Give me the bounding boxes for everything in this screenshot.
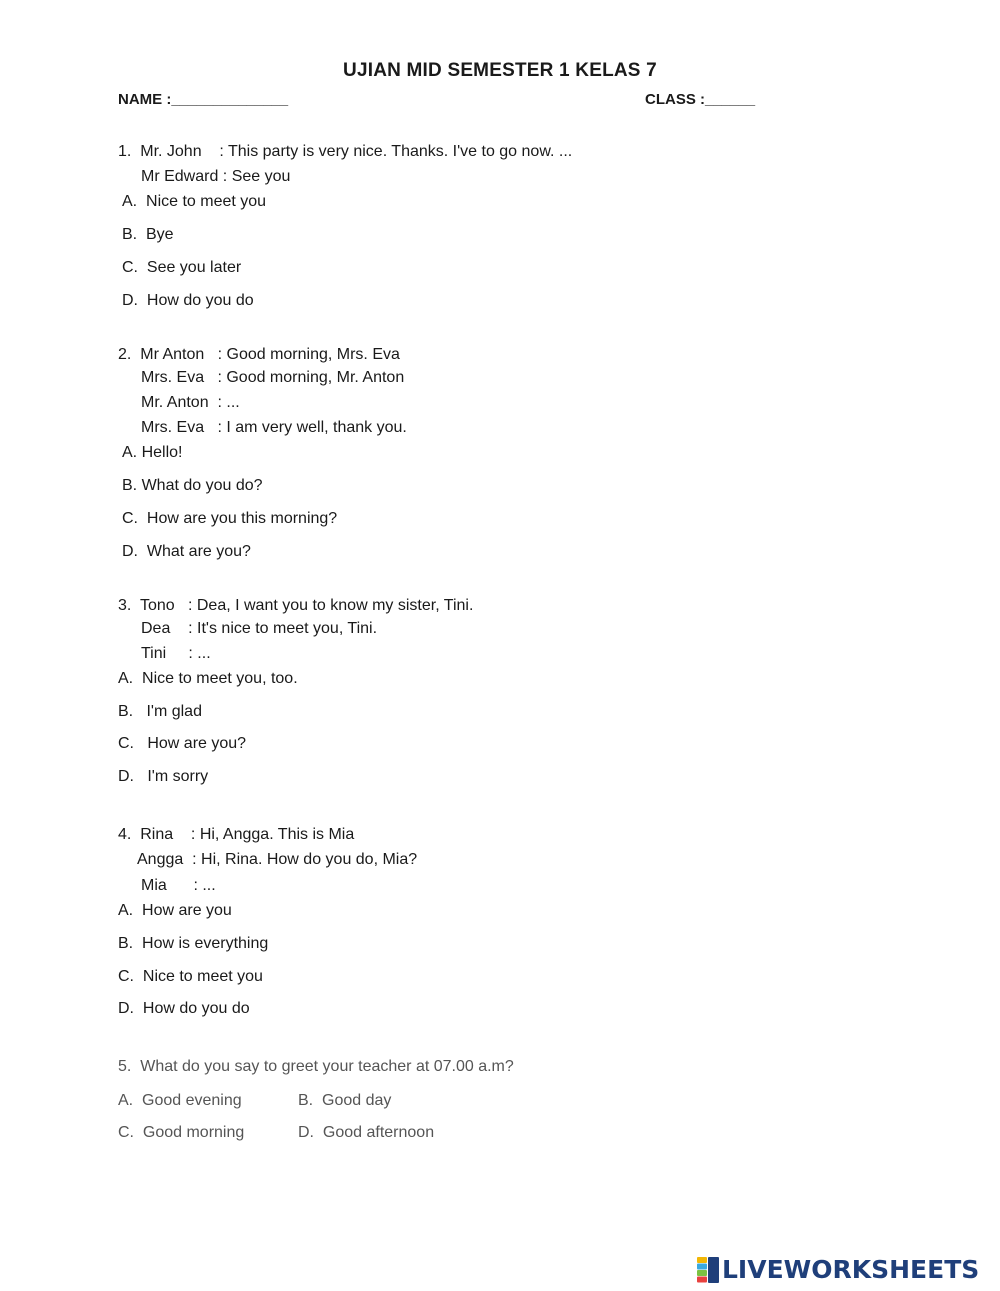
- question-1-option-c[interactable]: C. See you later: [122, 259, 242, 276]
- question-2-option-c[interactable]: C. How are you this morning?: [122, 510, 338, 527]
- liveworksheets-logo-icon: [697, 1257, 719, 1283]
- question-5-option-a[interactable]: A. Good evening: [118, 1092, 242, 1109]
- question-2-line-4: Mrs. Eva : I am very well, thank you.: [141, 419, 407, 436]
- question-3-option-c[interactable]: C. How are you?: [118, 735, 247, 752]
- question-5-option-c[interactable]: C. Good morning: [118, 1124, 245, 1141]
- question-3-option-d[interactable]: D. I'm sorry: [118, 768, 209, 785]
- question-5-option-b[interactable]: B. Good day: [298, 1092, 392, 1109]
- question-2-option-a[interactable]: A. Hello!: [122, 444, 183, 461]
- question-4-option-b[interactable]: B. How is everything: [118, 935, 269, 952]
- question-2-line-3: Mr. Anton : ...: [141, 394, 240, 411]
- page-title: UJIAN MID SEMESTER 1 KELAS 7: [343, 60, 657, 81]
- class-field[interactable]: CLASS :______: [645, 91, 756, 108]
- question-1-line-1: 1. Mr. John : This party is very nice. Thanks. I've to go now. ...: [118, 143, 573, 160]
- question-5-option-d[interactable]: D. Good afternoon: [298, 1124, 435, 1141]
- question-4-line-2: Angga : Hi, Rina. How do you do, Mia?: [137, 851, 418, 868]
- question-2-line-2: Mrs. Eva : Good morning, Mr. Anton: [141, 369, 405, 386]
- question-4-line-3: Mia : ...: [141, 877, 216, 894]
- question-3-line-1: 3. Tono : Dea, I want you to know my sister, Tini.: [118, 597, 474, 614]
- question-1-line-2: Mr Edward : See you: [141, 168, 291, 185]
- question-5-line-1: 5. What do you say to greet your teacher at 07.00 a.m?: [118, 1058, 514, 1075]
- name-field[interactable]: NAME :______________: [118, 91, 289, 108]
- question-1-option-d[interactable]: D. How do you do: [122, 292, 254, 309]
- question-1-option-b[interactable]: B. Bye: [122, 226, 174, 243]
- question-2-option-b[interactable]: B. What do you do?: [122, 477, 263, 494]
- question-3-option-b[interactable]: B. I'm glad: [118, 703, 202, 720]
- liveworksheets-logo-text: LIVEWORKSHEETS: [722, 1255, 980, 1284]
- question-2-option-d[interactable]: D. What are you?: [122, 543, 251, 560]
- question-4-option-d[interactable]: D. How do you do: [118, 1000, 250, 1017]
- question-3-line-3: Tini : ...: [141, 645, 211, 662]
- question-1-option-a[interactable]: A. Nice to meet you: [122, 193, 267, 210]
- question-4-line-1: 4. Rina : Hi, Angga. This is Mia: [118, 826, 355, 843]
- liveworksheets-logo: [697, 1256, 979, 1284]
- question-4-option-a[interactable]: A. How are you: [118, 902, 232, 919]
- question-3-option-a[interactable]: A. Nice to meet you, too.: [118, 670, 298, 687]
- question-4-option-c[interactable]: C. Nice to meet you: [118, 968, 263, 985]
- question-2-line-1: 2. Mr Anton : Good morning, Mrs. Eva: [118, 346, 400, 363]
- question-3-line-2: Dea : It's nice to meet you, Tini.: [141, 620, 378, 637]
